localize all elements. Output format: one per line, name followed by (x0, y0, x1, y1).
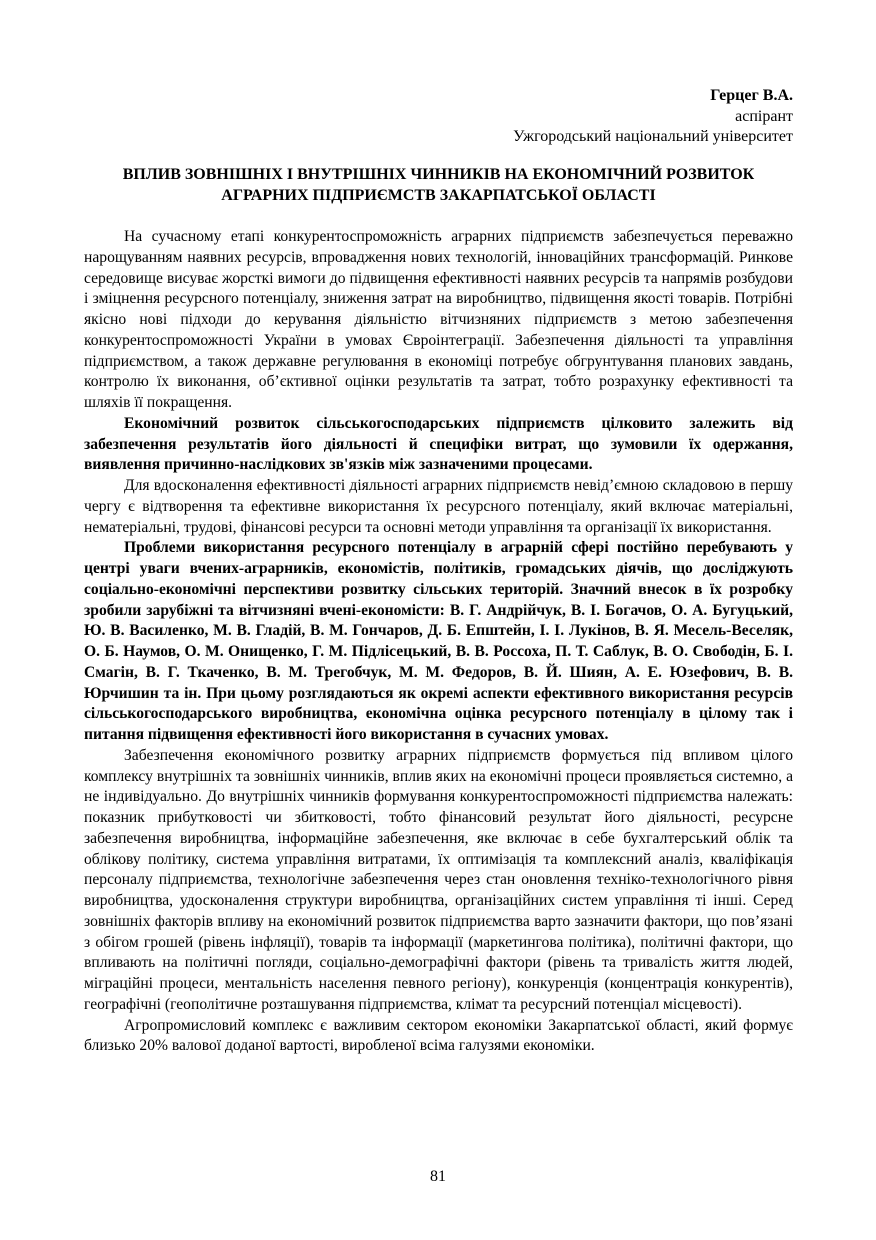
paragraph-agro-complex: Агропромисловий комплекс є важливим сектором економіки Закарпатської області, який формує близько 20% валової доданої вартості, виробленої всіма галузями економіки. (84, 1016, 793, 1055)
paragraph-factors: Забезпечення економічного розвитку аграрних підприємств формується під впливом цілого комплексу внутрішніх та зовнішніх чинників, вплив яких на економічні процеси проявляється системно, а не індивідуально. До внутрішніх чинників формування конкурентоспроможності підприємства належать: показник прибутковості чи збитковості, тобто фінансовий результат його діяльності, ресурсне забезпечення виробництва, інформаційне забезпечення, яке включає в себе бухгалтерський облік та облікову політику, система управління витратами, їх оптимізація та комплексний аналіз, кваліфікація персоналу підприємства, технологічне забезпечення через стан оновлення техніко-технологічного рівня виробництва, удосконалення структури виробництва, організаційних систем управління ті інші. Серед зовнішніх факторів впливу на економічний розвиток підприємства варто зазначити фактори, що пов’язані з обігом грошей (рівень інфляції), товарів та інформації (маркетингова політика), політичні фактори, що впливають на політичні погляди, соціально-демографічні фактори (рівень та тривалість життя людей, міграційні процеси, ментальність населення певного регіону), конкуренція (концентрація конкурентів), географічні (геополітичне розташування підприємства, клімат та ресурсний потенціал місцевості). (84, 746, 793, 1013)
author-block (84, 86, 793, 148)
paragraph-literature-review: Проблеми використання ресурсного потенціалу в аграрній сфері постійно перебувають у центрі уваги вчених-аграрників, економістів, політиків, громадських діячів, що досліджують соціально-економічні перспективи розвитку сільських територій. Значний внесок в їх розробку зробили зарубіжні та вітчизняні вчені-економісти: В. Г. Андрійчук, В. І. Богачов, О. А. Бугуцький, Ю. В. Василенко, М. В. Гладій, В. М. Гончаров, Д. Б. Епштейн, І. І. Лукінов, В. Я. Месель-Веселяк, О. Б. Наумов, О. М. Онищенко, Г. М. Підлісецький, В. В. Россоха, П. Т. Саблук, В. О. Свободін, Б. І. Смагін, В. Г. Ткаченко, В. М. Трегобчук, М. М. Федоров, В. Й. Шиян, А. Е. Юзефович, В. В. Юрчишин та ін. При цьому розглядаються як окремі аспекти ефективного використання ресурсів сільськогосподарського виробництва, економічна оцінка ресурсного потенціалу в цілому так і питання підвищення ефективності його використання в сучасних умовах. (84, 539, 793, 743)
article-body (84, 227, 793, 1057)
author-name: Герцег В.А. (710, 87, 793, 104)
page-number: 81 (430, 1168, 446, 1185)
author-position: аспірант (735, 107, 793, 125)
paragraph-intro: На сучасному етапі конкурентоспроможність аграрних підприємств забезпечується переважно нарощуванням наявних ресурсів, впровадження нових технологій, інноваційних трансформацій. Ринкове середовище висуває жорсткі вимоги до підвищення ефективності наявних ресурсів та напрямів розбудови і зміцнення ресурсного потенціалу, зниження затрат на виробництво, підвищення якості товарів. Потрібні якісно нові підходи до керування діяльністю вітчизняних підприємств з метою забезпечення конкурентоспроможності України в умовах Євроінтеграції. Забезпечення діяльності та управління підприємством, а також державне регулювання в економіці потребує обгрунтування планових завдань, контролю їх виконання, об’єктивної оцінки результатів та затрат, тобто розрахунку ефективності та шляхів її покращення. (84, 228, 793, 411)
title-line-2: АГРАРНИХ ПІДПРИЄМСТВ ЗАКАРПАТСЬКОЇ ОБЛАСТІ (221, 186, 656, 204)
paragraph-economic-development: Економічний розвиток сільськогосподарських підприємств цілковито залежить від забезпечення результатів його діяльності й специфіки витрат, що зумовили їх одержання, виявлення причинно-наслідкових зв'язків між зазначеними процесами. (84, 414, 793, 474)
title-line-1: ВПЛИВ ЗОВНІШНІХ І ВНУТРІШНІХ ЧИННИКІВ НА ЕКОНОМІЧНИЙ РОЗВИТОК (122, 166, 755, 183)
author-affiliation: Ужгородський національний університет (513, 128, 793, 145)
paragraph-efficiency: Для вдосконалення ефективності діяльності аграрних підприємств невід’ємною складовою в першу чергу є відтворення та ефективне використання їх ресурсного потенціалу, який включає матеріальні, нематеріальні, трудові, фінансові ресурси та основні методи управління та організації їх використання. (84, 477, 793, 536)
article-title (84, 165, 793, 206)
